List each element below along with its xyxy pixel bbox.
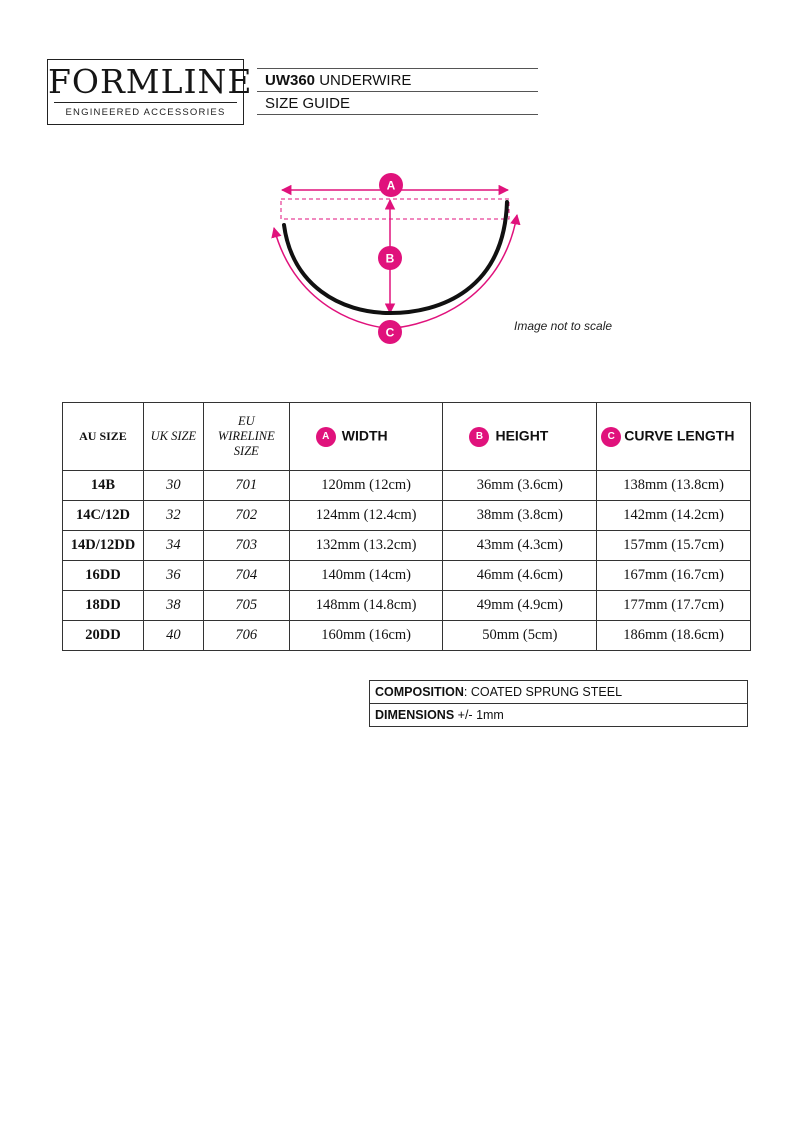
cell-au-size: 14B — [63, 471, 144, 501]
dimensions-cell — [370, 704, 748, 727]
header-au-size: AU SIZE — [63, 403, 144, 471]
cell-width: 132mm (13.2cm) — [289, 531, 443, 561]
cell-au-size: 20DD — [63, 621, 144, 651]
product-name: UNDERWIRE — [319, 72, 412, 89]
badge-c-icon — [378, 320, 402, 344]
underwire-diagram — [260, 165, 530, 350]
logo-wordmark: FORMLINE — [48, 62, 253, 101]
spec-table — [369, 680, 748, 727]
product-code: UW360 — [265, 72, 316, 89]
header-eu-line2: WIRELINE — [217, 429, 275, 443]
cell-au-size: 16DD — [63, 561, 144, 591]
cell-width: 120mm (12cm) — [289, 471, 443, 501]
header-eu-size — [203, 403, 289, 471]
cell-eu-size: 702 — [203, 501, 289, 531]
cell-height: 43mm (4.3cm) — [443, 531, 597, 561]
brand-logo — [47, 59, 253, 125]
curve-badge-icon: C — [601, 427, 621, 447]
guide-title: SIZE GUIDE — [265, 95, 351, 112]
composition-value: : COATED SPRUNG STEEL — [463, 685, 623, 699]
table-row — [63, 471, 751, 501]
header-width — [289, 403, 443, 471]
cell-eu-size: 705 — [203, 591, 289, 621]
width-guide-dashed — [281, 199, 509, 219]
badge-a-icon — [379, 173, 403, 197]
cell-height: 49mm (4.9cm) — [443, 591, 597, 621]
cell-curve-length: 186mm (18.6cm) — [597, 621, 751, 651]
cell-au-size: 18DD — [63, 591, 144, 621]
product-title — [265, 72, 411, 89]
cell-uk-size: 32 — [143, 501, 203, 531]
cell-au-size: 14C/12D — [63, 501, 144, 531]
dimensions-value: +/- 1mm — [454, 708, 504, 722]
badge-b-icon — [378, 246, 402, 270]
logo-subtitle: ENGINEERED ACCESSORIES — [65, 107, 226, 118]
composition-cell — [370, 681, 748, 704]
badge-a-label: A — [386, 178, 396, 193]
table-row — [63, 531, 751, 561]
table-row — [63, 561, 751, 591]
table-row — [63, 501, 751, 531]
table-header-row — [63, 403, 751, 471]
cell-width: 148mm (14.8cm) — [289, 591, 443, 621]
header-height-label: HEIGHT — [495, 427, 549, 444]
header-uk-size: UK SIZE — [143, 403, 203, 471]
badge-c-label: C — [385, 325, 395, 340]
cell-uk-size: 34 — [143, 531, 203, 561]
cell-eu-size: 704 — [203, 561, 289, 591]
header-eu-line1: EU — [237, 414, 255, 428]
cell-curve-length: 138mm (13.8cm) — [597, 471, 751, 501]
cell-uk-size: 30 — [143, 471, 203, 501]
composition-row — [370, 681, 748, 704]
header-width-label: WIDTH — [341, 427, 388, 444]
cell-curve-length: 157mm (15.7cm) — [597, 531, 751, 561]
header-curve-label: CURVE LENGTH — [624, 427, 735, 444]
cell-eu-size: 703 — [203, 531, 289, 561]
header-curve-length — [597, 403, 751, 471]
cell-height: 50mm (5cm) — [443, 621, 597, 651]
table-row — [63, 621, 751, 651]
header-rule-middle — [257, 91, 538, 92]
composition-label: COMPOSITION — [375, 685, 464, 699]
cell-au-size: 14D/12DD — [63, 531, 144, 561]
header-height — [443, 403, 597, 471]
cell-curve-length: 177mm (17.7cm) — [597, 591, 751, 621]
cell-width: 124mm (12.4cm) — [289, 501, 443, 531]
size-table — [62, 402, 751, 651]
cell-uk-size: 40 — [143, 621, 203, 651]
cell-width: 140mm (14cm) — [289, 561, 443, 591]
cell-height: 36mm (3.6cm) — [443, 471, 597, 501]
cell-height: 38mm (3.8cm) — [443, 501, 597, 531]
cell-uk-size: 38 — [143, 591, 203, 621]
logo-divider — [54, 102, 237, 103]
cell-uk-size: 36 — [143, 561, 203, 591]
scale-note: Image not to scale — [514, 319, 613, 333]
cell-width: 160mm (16cm) — [289, 621, 443, 651]
cell-curve-length: 167mm (16.7cm) — [597, 561, 751, 591]
table-row — [63, 591, 751, 621]
dimensions-row — [370, 704, 748, 727]
width-badge-icon: A — [316, 427, 336, 447]
header-rule-bottom — [257, 114, 538, 115]
header-rule-top — [257, 68, 538, 69]
badge-b-label: B — [385, 251, 395, 266]
dimensions-label: DIMENSIONS — [375, 708, 455, 722]
cell-curve-length: 142mm (14.2cm) — [597, 501, 751, 531]
cell-eu-size: 701 — [203, 471, 289, 501]
header-eu-line3: SIZE — [233, 444, 259, 458]
cell-eu-size: 706 — [203, 621, 289, 651]
cell-height: 46mm (4.6cm) — [443, 561, 597, 591]
height-badge-icon: B — [469, 427, 489, 447]
